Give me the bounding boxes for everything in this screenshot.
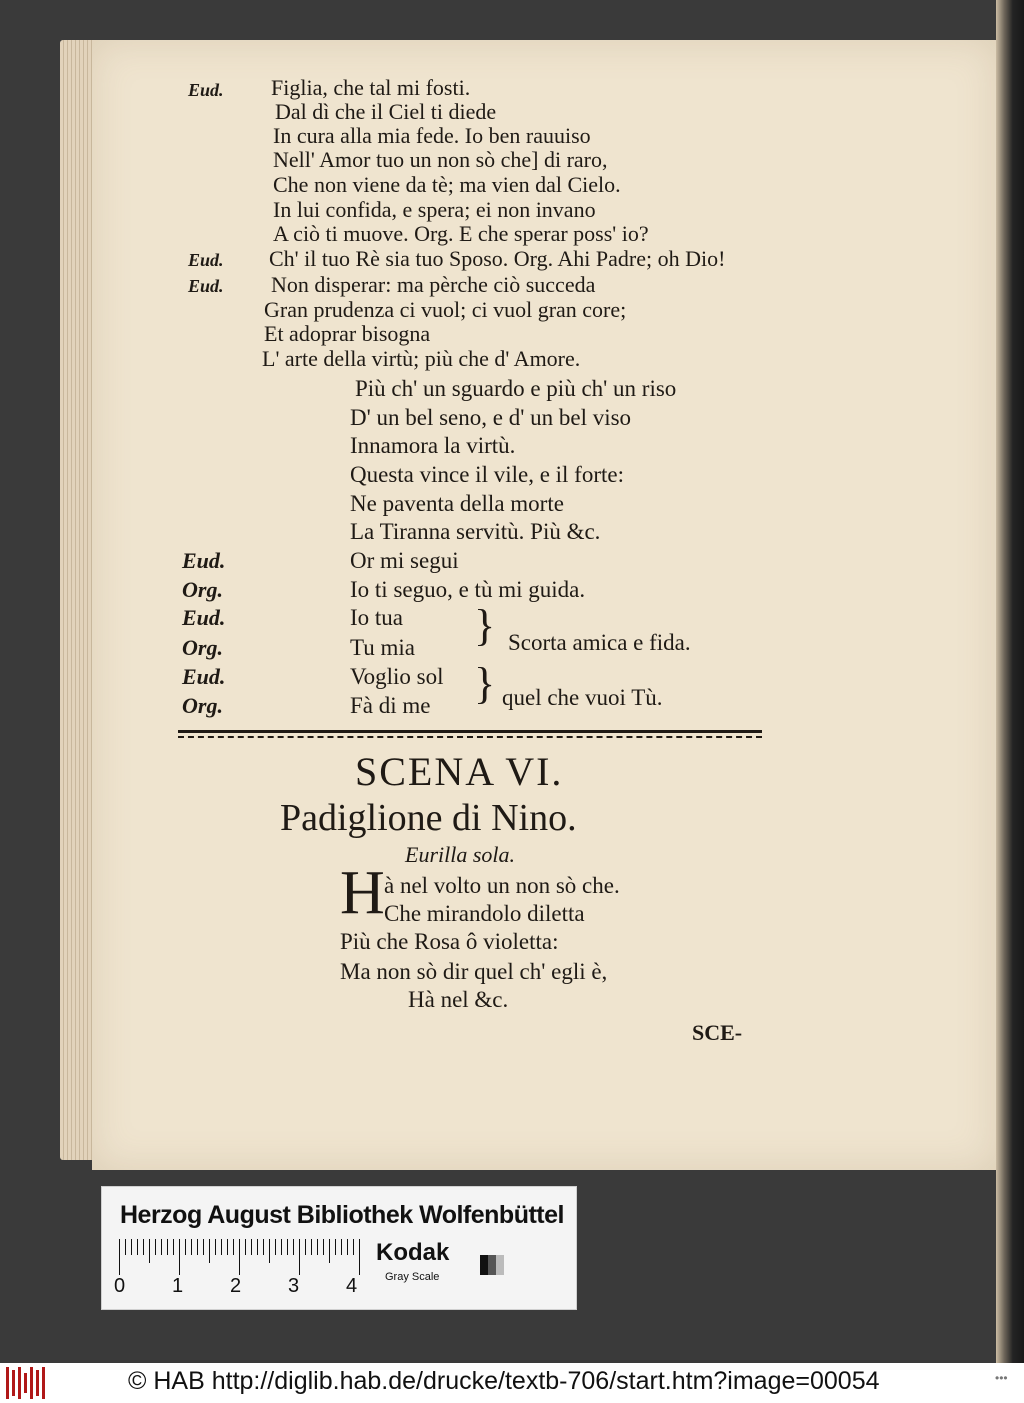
brace-mark: } [474, 601, 496, 650]
speaker-label: Eud. [182, 664, 226, 689]
verse-line: Ch' il tuo Rè sia tuo Sposo. Org. Ahi Padre; oh Dio! [269, 246, 726, 271]
brace-text: quel che vuoi Tù. [502, 685, 663, 710]
speaker-label: Eud. [188, 250, 224, 270]
dialogue-line: Tu mia [350, 635, 415, 660]
verse-line: In lui confida, e spera; ei non invano [273, 197, 596, 222]
verse-line: Nell' Amor tuo un non sò che] di raro, [273, 147, 608, 172]
verse-line: Hà nel &c. [408, 987, 509, 1012]
aria-line: D' un bel seno, e d' un bel viso [350, 405, 632, 430]
source-url-link[interactable]: © HAB http://diglib.hab.de/drucke/textb-706/start.htm?image=00054 [128, 1367, 880, 1395]
dialogue-line: Or mi segui [350, 548, 459, 573]
scene-character: Eurilla sola. [405, 842, 516, 867]
verse-line: Figlia, che tal mi fosti. [271, 75, 471, 100]
verse-line: Non disperar: ma pèrche ciò succeda [271, 272, 596, 297]
kodak-brand: Kodak [376, 1239, 450, 1266]
catchword: SCE- [692, 1020, 743, 1045]
speaker-label: Eud. [182, 605, 226, 630]
scene-heading: SCENA VI. [355, 749, 564, 794]
gray-swatch-dark [488, 1255, 496, 1275]
verse-line: Gran prudenza ci vuol; ci vuol gran core; [264, 297, 627, 322]
drop-cap: H [340, 859, 385, 927]
library-name: Herzog August Bibliothek Wolfenbüttel [120, 1201, 564, 1229]
verse-line: Ma non sò dir quel ch' egli è, [340, 959, 608, 984]
verse-line: Che mirandolo diletta [384, 901, 585, 926]
dialogue-line: Fà di me [350, 693, 431, 718]
scene-place: Padiglione di Nino. [280, 797, 577, 839]
verse-line: A ciò ti muove. Org. E che sperar poss' io? [273, 221, 649, 246]
aria-line: Più ch' un sguardo e più ch' un riso [355, 376, 677, 401]
speaker-label: Eud. [188, 80, 224, 100]
verse-line: Et adoprar bisogna [264, 321, 431, 346]
page-stack-edge [60, 40, 94, 1160]
ruler-number: 4 [346, 1275, 358, 1297]
aria-line: Innamora la virtù. [350, 433, 516, 458]
aria-line: Ne paventa della morte [350, 491, 564, 516]
aria-line: Questa vince il vile, e il forte: [350, 462, 624, 487]
verse-line: In cura alla mia fede. Io ben rauuiso [273, 123, 591, 148]
brace-mark: } [474, 659, 496, 708]
speaker-label: Eud. [182, 548, 226, 573]
dialogue-line: Io ti seguo, e tù mi guida. [350, 577, 586, 602]
gray-swatch-light [496, 1255, 504, 1275]
hab-barcode-icon [6, 1367, 48, 1399]
verse-line: Più che Rosa ô violetta: [340, 929, 559, 954]
speaker-label: Org. [182, 693, 223, 718]
gray-scale-label: Gray Scale [385, 1271, 440, 1283]
verse-line: L' arte della virtù; più che d' Amore. [262, 346, 581, 371]
aria-line: La Tiranna servitù. Più &c. [350, 519, 601, 544]
footer-bar [0, 1363, 1024, 1403]
dialogue-line: Voglio sol [350, 664, 444, 689]
separator-rule-dashed [178, 736, 762, 738]
scale-card [101, 1186, 577, 1310]
brace-text: Scorta amica e fida. [508, 630, 691, 655]
ruler-number: 3 [288, 1275, 300, 1297]
ruler [119, 1239, 363, 1275]
verse-line: Dal dì che il Ciel ti diede [275, 99, 497, 124]
more-dots: ••• [995, 1371, 1008, 1385]
book-spine [996, 0, 1024, 1403]
ruler-number: 0 [114, 1275, 126, 1297]
speaker-label: Org. [182, 635, 223, 660]
speaker-label: Eud. [188, 276, 224, 296]
verse-line: Che non viene da tè; ma vien dal Cielo. [273, 172, 621, 197]
verse-line: à nel volto un non sò che. [384, 873, 620, 898]
gray-swatch-black [480, 1255, 488, 1275]
dialogue-line: Io tua [350, 605, 404, 630]
ruler-number: 1 [172, 1275, 184, 1297]
ruler-number: 2 [230, 1275, 242, 1297]
separator-rule [178, 730, 762, 733]
speaker-label: Org. [182, 577, 223, 602]
